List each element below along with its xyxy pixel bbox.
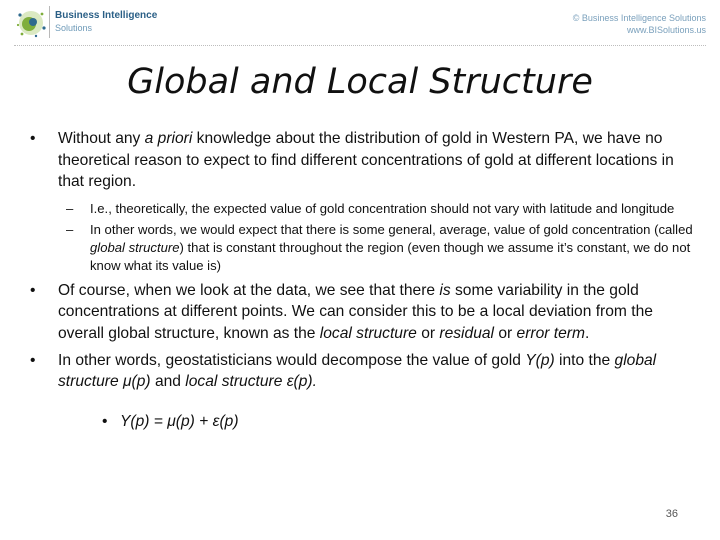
- bullet-mark: •: [30, 130, 36, 147]
- sub-bullet-mark: –: [66, 221, 74, 237]
- bullet-3-text-and: and: [150, 373, 186, 391]
- bullet-2-italic-is: is: [439, 281, 451, 299]
- bullet-mark: •: [102, 413, 108, 431]
- sub-bullet-2-italic: global structure: [90, 239, 180, 255]
- copyright-text: © Business Intelligence Solutions: [572, 13, 706, 23]
- bullet-1: [30, 128, 700, 193]
- bullet-2: [30, 280, 700, 345]
- header-divider: [14, 45, 706, 46]
- brand-sub: Solutions: [55, 23, 93, 33]
- formula-text: Y(p) = μ(p) + ε(p): [120, 413, 239, 431]
- bullet-3: [30, 350, 700, 393]
- slide-body: [30, 128, 700, 449]
- sub-bullet-1-text: I.e., theoretically, the expected value of gold concentration should not vary with latitude and longitude: [90, 200, 675, 216]
- website-text: www.BISolutions.us: [626, 25, 706, 35]
- slide-title: Global and Local Structure: [127, 62, 593, 102]
- bullet-2-italic-error: error term: [516, 324, 585, 342]
- bullet-3-italic-global: global structure μ(p): [58, 351, 657, 391]
- sub-bullet-2-text-cont: ) that is constant throughout the region (even though we assume it’s constant, we do not know what its value is): [90, 239, 691, 273]
- bullet-2-text-or2: or: [494, 324, 517, 342]
- bullet-3-italic-local: local structure ε(p).: [185, 373, 317, 391]
- bullet-2-text-end: .: [584, 324, 590, 342]
- sub-bullet-1: [30, 200, 700, 218]
- brand-name: Business Intelligence: [55, 10, 158, 21]
- bullet-1-text: Without any: [58, 130, 145, 147]
- sub-bullet-mark: –: [66, 200, 74, 216]
- sub-bullet-2-text: In other words, we would expect that there is some general, average, value of gold concentration (called: [90, 221, 693, 237]
- bullet-2-italic-local: local structure: [319, 324, 417, 342]
- bullet-2-text-cont: some variability in the gold concentrations at different points. We can consider this to be a local deviation from the overall global structure, known as the: [58, 281, 653, 342]
- brand-block: [55, 10, 157, 34]
- bullet-2-text-or: or: [416, 324, 440, 342]
- formula-line: [30, 411, 700, 433]
- copyright-block: [573, 12, 706, 36]
- bullet-3-text-cont: into the: [554, 351, 615, 369]
- slide-header: [0, 0, 720, 48]
- page-number: 36: [665, 508, 678, 520]
- bullet-mark: •: [30, 281, 36, 299]
- bullet-2-italic-residual: residual: [439, 324, 494, 342]
- bullet-3-italic-y: Y(p): [525, 351, 555, 369]
- logo-divider: [45, 6, 50, 38]
- sub-bullet-2: [30, 221, 700, 275]
- bullet-1-text-cont: knowledge about the distribution of gold in Western PA, we have no theoretical reason to expect to find different concentrations of gold at different locations in that region.: [58, 130, 674, 191]
- bullet-2-text: Of course, when we look at the data, we see that there: [58, 281, 440, 299]
- bullet-mark: •: [30, 351, 36, 369]
- bullet-1-italic: a priori: [144, 130, 193, 147]
- bullet-3-text: In other words, geostatisticians would decompose the value of gold: [58, 351, 526, 369]
